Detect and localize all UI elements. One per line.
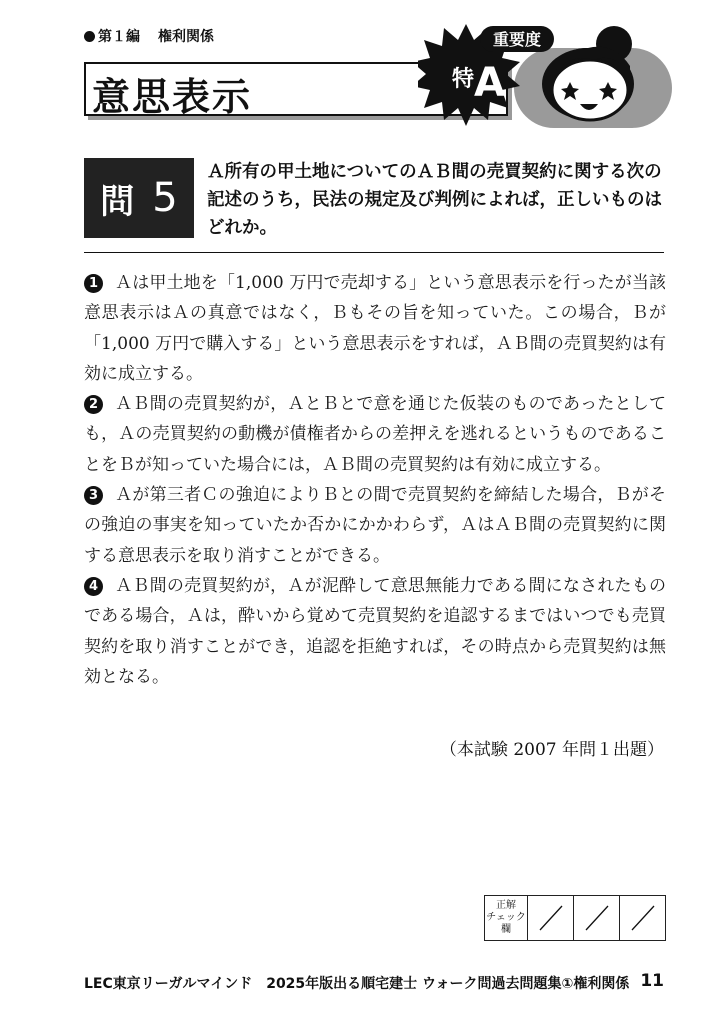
check-label-line: チェック bbox=[486, 912, 526, 923]
part-label: 第１編 bbox=[98, 29, 140, 45]
option-number-icon: 1 bbox=[84, 274, 103, 293]
question-number: 5 bbox=[152, 175, 178, 221]
option-2 bbox=[84, 389, 666, 480]
option-text: Ａが第三者Ｃの強迫によりＢとの間で売買契約を締結した場合，Ｂがその強迫の事実を知っていたか否かにかかわらず，ＡはＡＢ間の売買契約に関する意思表示を取り消すことができる。 bbox=[84, 485, 666, 566]
check-box-3[interactable] bbox=[620, 896, 666, 941]
check-box-2[interactable] bbox=[574, 896, 620, 941]
question-line: Ａ所有の甲土地についてのＡＢ間の売買契約に関する次の bbox=[207, 162, 662, 182]
importance-badge bbox=[418, 22, 678, 132]
check-label bbox=[485, 896, 528, 941]
question-line: 記述のうち，民法の規定及び判例によれば，正しいものは bbox=[207, 190, 662, 210]
slash-icon bbox=[584, 904, 610, 932]
chapter-label: 権利関係 bbox=[158, 29, 214, 45]
page-title: 意思表示 bbox=[92, 75, 253, 119]
option-4 bbox=[84, 571, 666, 692]
option-number-icon: 3 bbox=[84, 486, 103, 505]
footer-text: LEC東京リーガルマインド 2025年版出る順宅建士 ウォーク問過去問題集①権利関係 bbox=[84, 976, 630, 992]
slash-icon bbox=[538, 904, 564, 932]
answer-options bbox=[84, 268, 666, 692]
rank-text: A bbox=[474, 60, 505, 106]
question-label: 問 bbox=[100, 181, 135, 222]
exam-source: （本試験 2007 年問１出題） bbox=[439, 740, 664, 760]
answer-check-table bbox=[484, 895, 666, 941]
question-line: どれか。 bbox=[207, 218, 277, 238]
divider bbox=[84, 252, 664, 253]
check-box-1[interactable] bbox=[528, 896, 574, 941]
importance-label: 重要度 bbox=[492, 30, 542, 49]
mascot-face-icon bbox=[542, 26, 634, 120]
check-label-line: 欄 bbox=[501, 924, 511, 935]
check-label-line: 正解 bbox=[496, 900, 516, 911]
option-3 bbox=[84, 480, 666, 571]
slash-icon bbox=[630, 904, 656, 932]
page-number: 11 bbox=[640, 971, 664, 991]
option-text: Ａは甲土地を「1,000 万円で売却する」という意思表示を行ったが当該意思表示はＡの真意ではなく，Ｂもその旨を知っていた。この場合，Ｂが「1,000 万円で購入する」という意思表示をすれば，ＡＢ間の売買契約は有効に成立する。 bbox=[84, 273, 666, 384]
option-number-icon: 4 bbox=[84, 577, 103, 596]
option-number-icon: 2 bbox=[84, 395, 103, 414]
question-number-box bbox=[84, 158, 194, 238]
option-text: ＡＢ間の売買契約が，Ａが泥酔して意思無能力である間になされたものである場合，Ａは，酔いから覚めて売買契約を追認するまではいつでも売買契約を取り消すことができ，追認を拒絶すれば，その時点から売買契約は無効となる。 bbox=[84, 575, 666, 687]
section-label bbox=[84, 26, 214, 46]
question-text bbox=[207, 158, 667, 242]
option-1 bbox=[84, 268, 666, 389]
rank-prefix-text: 特 bbox=[452, 67, 475, 92]
bullet-dot-icon bbox=[84, 31, 95, 42]
option-text: ＡＢ間の売買契約が，ＡとＢとで意を通じた仮装のものであったとしても，Ａの売買契約の動機が債権者からの差押えを逃れるというものであることをＢが知っていた場合には，ＡＢ間の売買契約は有効に成立する。 bbox=[84, 394, 666, 475]
